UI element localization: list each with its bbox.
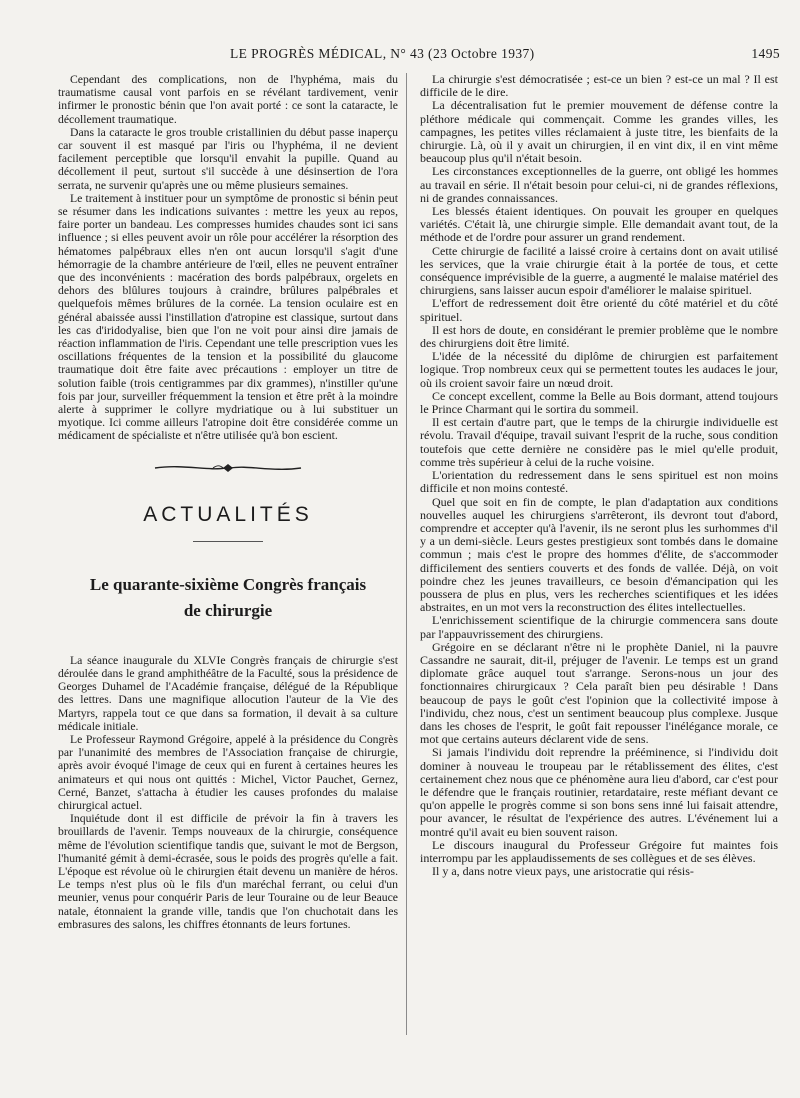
paragraph: L'orientation du redressement dans le sens spirituel est non moins difficile et non moins contesté. (420, 468, 778, 496)
paragraph: La séance inaugurale du XLVIe Congrès français de chirurgie s'est déroulée dans le grand amphithéâtre de la Faculté, sous la présidence de Georges Duhamel de l'Académie française, délégué de la République des lettres. Dans une magnifique allocution l'auteur de la Vie des Martyrs, rappela tout ce que dans sa formation, il devait à sa culture médicale initiale. (58, 653, 398, 733)
paragraph: Dans la cataracte le gros trouble cristallinien du début passe inaperçu car souvent il est masqué par l'iris ou l'hyphéma, il ne devient facilement perceptible que lorsqu'il envahit la pupille. Quand au décollement il peut, surtout s'il succède à une désinsertion de l'ora serrata, ne survenir qu'après une ou même plusieurs semaines. (58, 125, 398, 192)
paragraph: Le discours inaugural du Professeur Grégoire fut maintes fois interrompu par les applaudissements de ses collègues et de ses élèves. (420, 837, 778, 865)
paragraph: Si jamais l'individu doit reprendre la prééminence, si l'individu doit dominer à nouveau le troupeau par le rétablissement des élites, c'est certainement chez nous que ce phénomène aura lieu d'abord, car c'est pour le défendre que le français routinier, retardataire, reste méfiant devant ce qu'on appelle le progrès comme si son bons sens inné lui faisait attendre, pour avancer, le résultat de l'expérience des autres. L'événement lui a montré qu'il avait eu bien souvent raison. (420, 745, 778, 839)
article-title-line: de chirurgie (183, 600, 273, 620)
paragraph: Inquiétude dont il est difficile de prévoir la fin à travers les brouillards de l'avenir. Temps nouveaux de la chirurgie, conséquence même de l'évolution scientifique tandis que, suivant le mot de Bergson, l'humanité gémit à demi-écrasée, sous le poids des progrès qu'elle a fait. L'époque est révolue où le chirurgien était devenu un manière de héros. Le temps n'est plus où le fils d'un maréchal ferrant, ou celui d'un meunier, venus pour conquérir Paris de leur Touraine ou de leur Beauce natale, étonnaient la grande ville, tandis que l'on chuchotait dans les embrasures des salons, les chiffres étonnants de leurs fortunes. (58, 812, 398, 931)
left-column (58, 73, 398, 931)
paragraph: Il est certain d'autre part, que le temps de la chirurgie individuelle est révolu. Travail d'équipe, travail suivant l'esprit de la ruche, sous condition toutefois que cette dernière ne considère pas le miel qu'elle produit, comme très supérieur à celui de la ruche voisine. (420, 415, 778, 469)
flourish-icon (153, 462, 303, 474)
article-title (58, 572, 398, 624)
paragraph: L'enrichissement scientifique de la chirurgie commencera sans doute par l'appauvrissement des chirurgiens. (420, 613, 778, 641)
paragraph: Ce concept excellent, comme la Belle au Bois dormant, attend toujours le Prince Charmant qui le sortira du sommeil. (420, 388, 778, 417)
paragraph: Quel que soit en fin de compte, le plan d'adaptation aux conditions nouvelles auquel les chirurgiens s'arrêteront, ils devront tout d'abord, comprendre et accepter qu'à l'avenir, ils ne seront plus les surhommes d'il y a un demi-siècle. Leurs gestes prestigieux sont tombés dans le domaine commun ; mais c'est le propre des hommes d'élite, de s'accommoder difficilement des sentiers couverts et des fonds de vallée. Déjà, on voit poindre chez les jeunes travailleurs, ce besoin d'émancipation qui les poussera de plus en plus, vers les recherches scientifiques et les idées abstraites, en un mot vers la reconstruction des élites intellectuelles. (420, 494, 778, 615)
paragraph: L'effort de redressement doit être orienté du côté matériel et du côté spirituel. (420, 296, 778, 324)
paragraph: Grégoire en se déclarant n'être ni le prophète Daniel, ni la pauvre Cassandre ne saurait, dit-il, préjuger de l'avenir. Le temps est un grand diplomate grâce auquel tout s'arrange. Serons-nous un jour des fonctionnaires chirurgicaux ? Cela paraît bien peu désirable ! Dans beaucoup de pays le goût c'est l'opinion que la collectivité impose à l'individu, chez nous, c'est un sentiment beaucoup plus complexe. Jusque dans les choses de l'esprit, le goût fait repousser l'inélégance morale, ce mot que certains auteurs déclarent vide de sens. (420, 639, 778, 747)
journal-title: LE PROGRÈS MÉDICAL, N° 43 (23 Octobre 1937) (230, 46, 535, 61)
article-title-line: Le quarante-sixième Congrès français (89, 574, 367, 594)
paragraph: Il y a, dans notre vieux pays, une aristocratie qui résis- (432, 864, 694, 879)
section-heading: ACTUALITÉS (143, 502, 313, 526)
ornamental-rule (58, 443, 398, 493)
paragraph: Les circonstances exceptionnelles de la guerre, ont obligé les hommes au travail en série. Il n'était besoin pour celui-ci, ni de grandes réflexions, ni de grandes connaissances. (420, 164, 778, 205)
column-divider (406, 73, 407, 1035)
paragraph: La chirurgie s'est démocratisée ; est-ce un bien ? est-ce un mal ? Il est difficile de le dire. (420, 72, 778, 100)
paragraph: Cependant des complications, non de l'hyphéma, mais du traumatisme causal vont parfois en se révélant tardivement, venir infirmer le pronostic bénin que l'on avait porté : ce sont la cataracte, le décollement traumatique. (58, 73, 398, 126)
page-number: 1495 (751, 46, 780, 61)
paragraph: Il est hors de doute, en considérant le premier problème que le nombre des chirurgiens doit être limité. (420, 322, 778, 351)
paragraph: Le Professeur Raymond Grégoire, appelé à la présidence du Congrès par l'unanimité des membres de l'Association française de chirurgie, après avoir évoqué l'image de ceux qui en furent à certaines heures les animateurs et qui nous ont quittés : Michel, Victor Pauchet, Gernez, Cerné, Banzet, s'attacha à étudier les causes profondes du malaise chirurgical actuel. (58, 732, 398, 812)
paragraph: La décentralisation fut le premier mouvement de défense contre la pléthore médicale qui commençait. Comme les grandes villes, les campagnes, les petites villes réclamaient à juste titre, les bienfaits de la chirurgie. Là, où il y avait un chirurgien, il en vint dix, il en vint même beaucoup plus qu'il n'était besoin. (420, 98, 778, 166)
right-column (420, 73, 778, 878)
paragraph: Le traitement à instituer pour un symptôme de pronostic si bénin peut se résumer dans les indications suivantes : mettre les yeux au repos, faire porter un bandeau. Les compresses humides chaudes sont ici sans influence ; si elles peuvent avoir un rôle pour accélérer la résorption des hématomes palpébraux elles n'en ont aucun lorsqu'il s'agit d'une hémorragie de la chambre antérieure de l'œil, elles ne peuvent entraîner que des inconvénients : macération des bords palpébraux, orgelets en dehors des blûlures toujours à craindre, brûlures palpébrales et quelquefois mêmes brûlures de la cornée. La tension oculaire est en général abaissée aussi l'instillation d'atropine est classique, surtout dans les cas d'iridodyalise, bien que l'on ne voit pour ainsi dire jamais de réaction inflammation de l'iris. Cependant une telle prescription vues les oscillations fréquentes de la tension et la possibilité du glaucome traumatique doit être faite avec précautions : employer un titre de solution faible (trois centigrammes par dix grammes), n'instiller qu'une fois par jour, surveiller fréquemment la tension et être prêt à la moindre alerte à supprimer le collyre mydriatique ou à lui substituer un myotique. Ici comme ailleurs l'atropine doit être considérée comme un médicament de spécialiste et n'être utilisée qu'à bon escient. (58, 191, 398, 443)
paragraph: L'idée de la nécessité du diplôme de chirurgien est parfaitement logique. Trop nombreux ceux qui se permettent toutes les audaces le jour, où ils croient savoir faire un nœud droit. (420, 349, 778, 390)
heading-rule (193, 541, 263, 542)
paragraph: Cette chirurgie de facilité a laissé croire à certains dont on avait utilisé les services, que la vraie chirurgie était à la portée de tous, et cette conséquence imprévisible de la guerre, a augmenté le malaise matériel des chirurgiens, sans laisser aucun espoir d'améliorer le malaise spirituel. (420, 243, 778, 298)
running-header (60, 46, 780, 68)
paragraph: Les blessés étaient identiques. On pouvait les grouper en quelques variétés. C'était là, une chirurgie simple. Elle demandait avant tout, de la méthode et de l'ordre pour assurer un grand rendement. (420, 204, 778, 245)
